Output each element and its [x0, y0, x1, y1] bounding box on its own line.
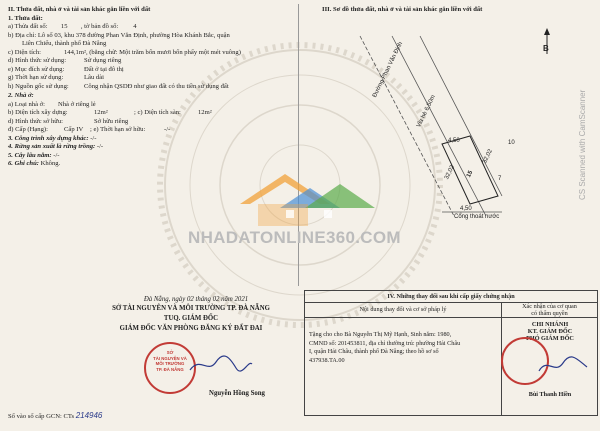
serial: [8, 412, 102, 422]
parcel-no-label: a) Thửa đất số:: [8, 23, 48, 30]
confirm-block: CHI NHÁNH KT. GIÁM ĐỐC PHÓ GIÁM ĐỐC: [526, 321, 574, 342]
section-4-title: IV. Những thay đổi sau khi cấp giấy chứng nhận: [305, 291, 597, 303]
use-purpose-value: Đất ở tại đô thị: [84, 65, 124, 73]
grade-label: đ) Cấp (Hạng):: [8, 126, 48, 133]
watermark-text: NHADATONLINE360.COM: [188, 228, 401, 247]
confirm-signature-icon: [535, 351, 591, 379]
own-term-value: -/-: [164, 126, 171, 133]
build-area-label: b) Diện tích xây dựng:: [8, 109, 68, 116]
forest-label: 4. Rừng sản xuất là rừng trồng:: [8, 143, 96, 150]
use-form-label: d) Hình thức sử dụng:: [8, 57, 67, 64]
signature-icon: [186, 352, 256, 378]
official-stamp: SỞ TÀI NGUYÊN VÀ MÔI TRƯỜNG TP. ĐÀ NẴNG: [144, 342, 196, 394]
map-sheet-label: , tờ bản đồ số:: [80, 23, 119, 30]
ownership-value: Sở hữu riêng: [94, 117, 129, 125]
signing-org: SỞ TÀI NGUYÊN VÀ MÔI TRƯỜNG TP. ĐÀ NẴNG: [112, 305, 270, 312]
address-line-2: Liên Chiểu, thành phố Đà Nẵng: [22, 40, 107, 47]
lot-number-label: 15: [466, 169, 475, 179]
floor-area-label: ; c) Diện tích sàn:: [134, 109, 181, 116]
house-type-label: a) Loại nhà ở:: [8, 100, 45, 108]
house-heading: 2. Nhà ở:: [8, 92, 34, 99]
camscanner-watermark: CS Scanned with CamScanner: [578, 89, 587, 200]
dim-10-label: 10: [508, 140, 515, 146]
map-sheet-value: 4: [133, 23, 137, 30]
confirm-signer-name: Bùi Thanh Hiền: [528, 391, 572, 398]
lot-length-right-label: 32,02: [482, 148, 494, 165]
sidewalk-label: Vỉa hè 6,50m: [416, 94, 437, 129]
use-origin-label: h) Nguồn gốc sử dụng:: [8, 82, 69, 90]
use-origin-value: Công nhận QSDĐ như giao đất có thu tiền sử dụng đất: [84, 82, 229, 90]
area-label: c) Diện tích:: [8, 48, 41, 56]
changes-table: [304, 290, 598, 416]
note-label: 6. Ghi chú:: [8, 160, 39, 167]
use-term-label: g) Thời hạn sử dụng:: [8, 74, 64, 81]
section-3-title: III. Sơ đồ thửa đất, nhà ở và tài sản khác gắn liền với đất: [322, 6, 483, 13]
grade-value: Cấp IV: [64, 126, 84, 133]
road-name-label: Đường Phan Văn Định: [372, 41, 405, 99]
parcel-heading: 1. Thửa đất:: [8, 14, 43, 22]
area-value: 144,1m², (bằng chữ: Một trăm bốn mươi bốn phẩy một mét vuông): [64, 48, 241, 56]
address-line-1: b) Địa chỉ: Lô số 03, khu 378 đường Phan Văn Định, phường Hòa Khánh Bắc, quận: [8, 31, 230, 39]
house-logo-icon: [230, 166, 380, 230]
note-value: Không.: [40, 160, 61, 167]
section-2: [8, 6, 296, 169]
lot-length-left-label: 32,02: [444, 164, 456, 181]
perennial-label: 5. Cây lâu năm:: [8, 151, 52, 159]
use-purpose-label: e) Mục đích sử dụng:: [8, 65, 65, 73]
parcel-no-value: 15: [60, 23, 68, 30]
own-term-label: ; e) Thời hạn sở hữu:: [90, 126, 146, 133]
section-3-title-wrap: [322, 6, 482, 15]
lot-width-bottom-label: 4,50: [460, 206, 472, 212]
signing-authority: TUQ. GIÁM ĐỐC: [163, 315, 219, 322]
use-term-value: Lâu dài: [84, 74, 104, 81]
change-content: Tặng cho cho Bà Nguyễn Thị Mỹ Hạnh, Sinh năm: 1980, CMND số: 201453811, địa chỉ thường trú: phường Hải Châu I, quận Hải Châu, thành phố Đà Nẵng; theo hồ sơ số 437938.TA.00: [309, 331, 461, 364]
other-construction-value: -/-: [90, 134, 97, 142]
column-content-header: Nội dung thay đổi và cơ sở pháp lý: [305, 303, 502, 318]
section-2-title: II. Thửa đất, nhà ở và tài sản khác gắn liền với đất: [8, 6, 151, 13]
use-form-value: Sử dụng riêng: [84, 57, 122, 64]
ownership-label: d) Hình thức sở hữu:: [8, 117, 63, 125]
serial-label: Số vào sổ cấp GCN: CTs: [8, 413, 75, 420]
perennial-value: -/-: [53, 151, 60, 159]
signing-date: Đà Nẵng, ngày 02 tháng 02 năm 2021: [143, 296, 249, 303]
build-area-value: 12m²: [94, 109, 108, 116]
drain-label: Cổng thoát nước: [454, 214, 500, 220]
signing-title: GIÁM ĐỐC VĂN PHÒNG ĐĂNG KÝ ĐẤT ĐAI: [119, 325, 263, 332]
other-construction-label: 3. Công trình xây dựng khác:: [8, 134, 89, 142]
north-label: B: [543, 44, 549, 53]
floor-area-value: 12m²: [198, 109, 212, 116]
dim-7-label: 7: [498, 176, 502, 182]
house-type-value: Nhà ở riêng lẻ: [58, 100, 96, 108]
column-confirm-header: Xác nhận của cơ quan có thẩm quyền: [502, 303, 597, 318]
signer-name: Nguyễn Hồng Song: [209, 390, 265, 397]
forest-value: -/-: [96, 143, 104, 150]
lot-width-top-label: 4,50: [448, 138, 460, 144]
serial-value: 214946: [75, 411, 103, 420]
